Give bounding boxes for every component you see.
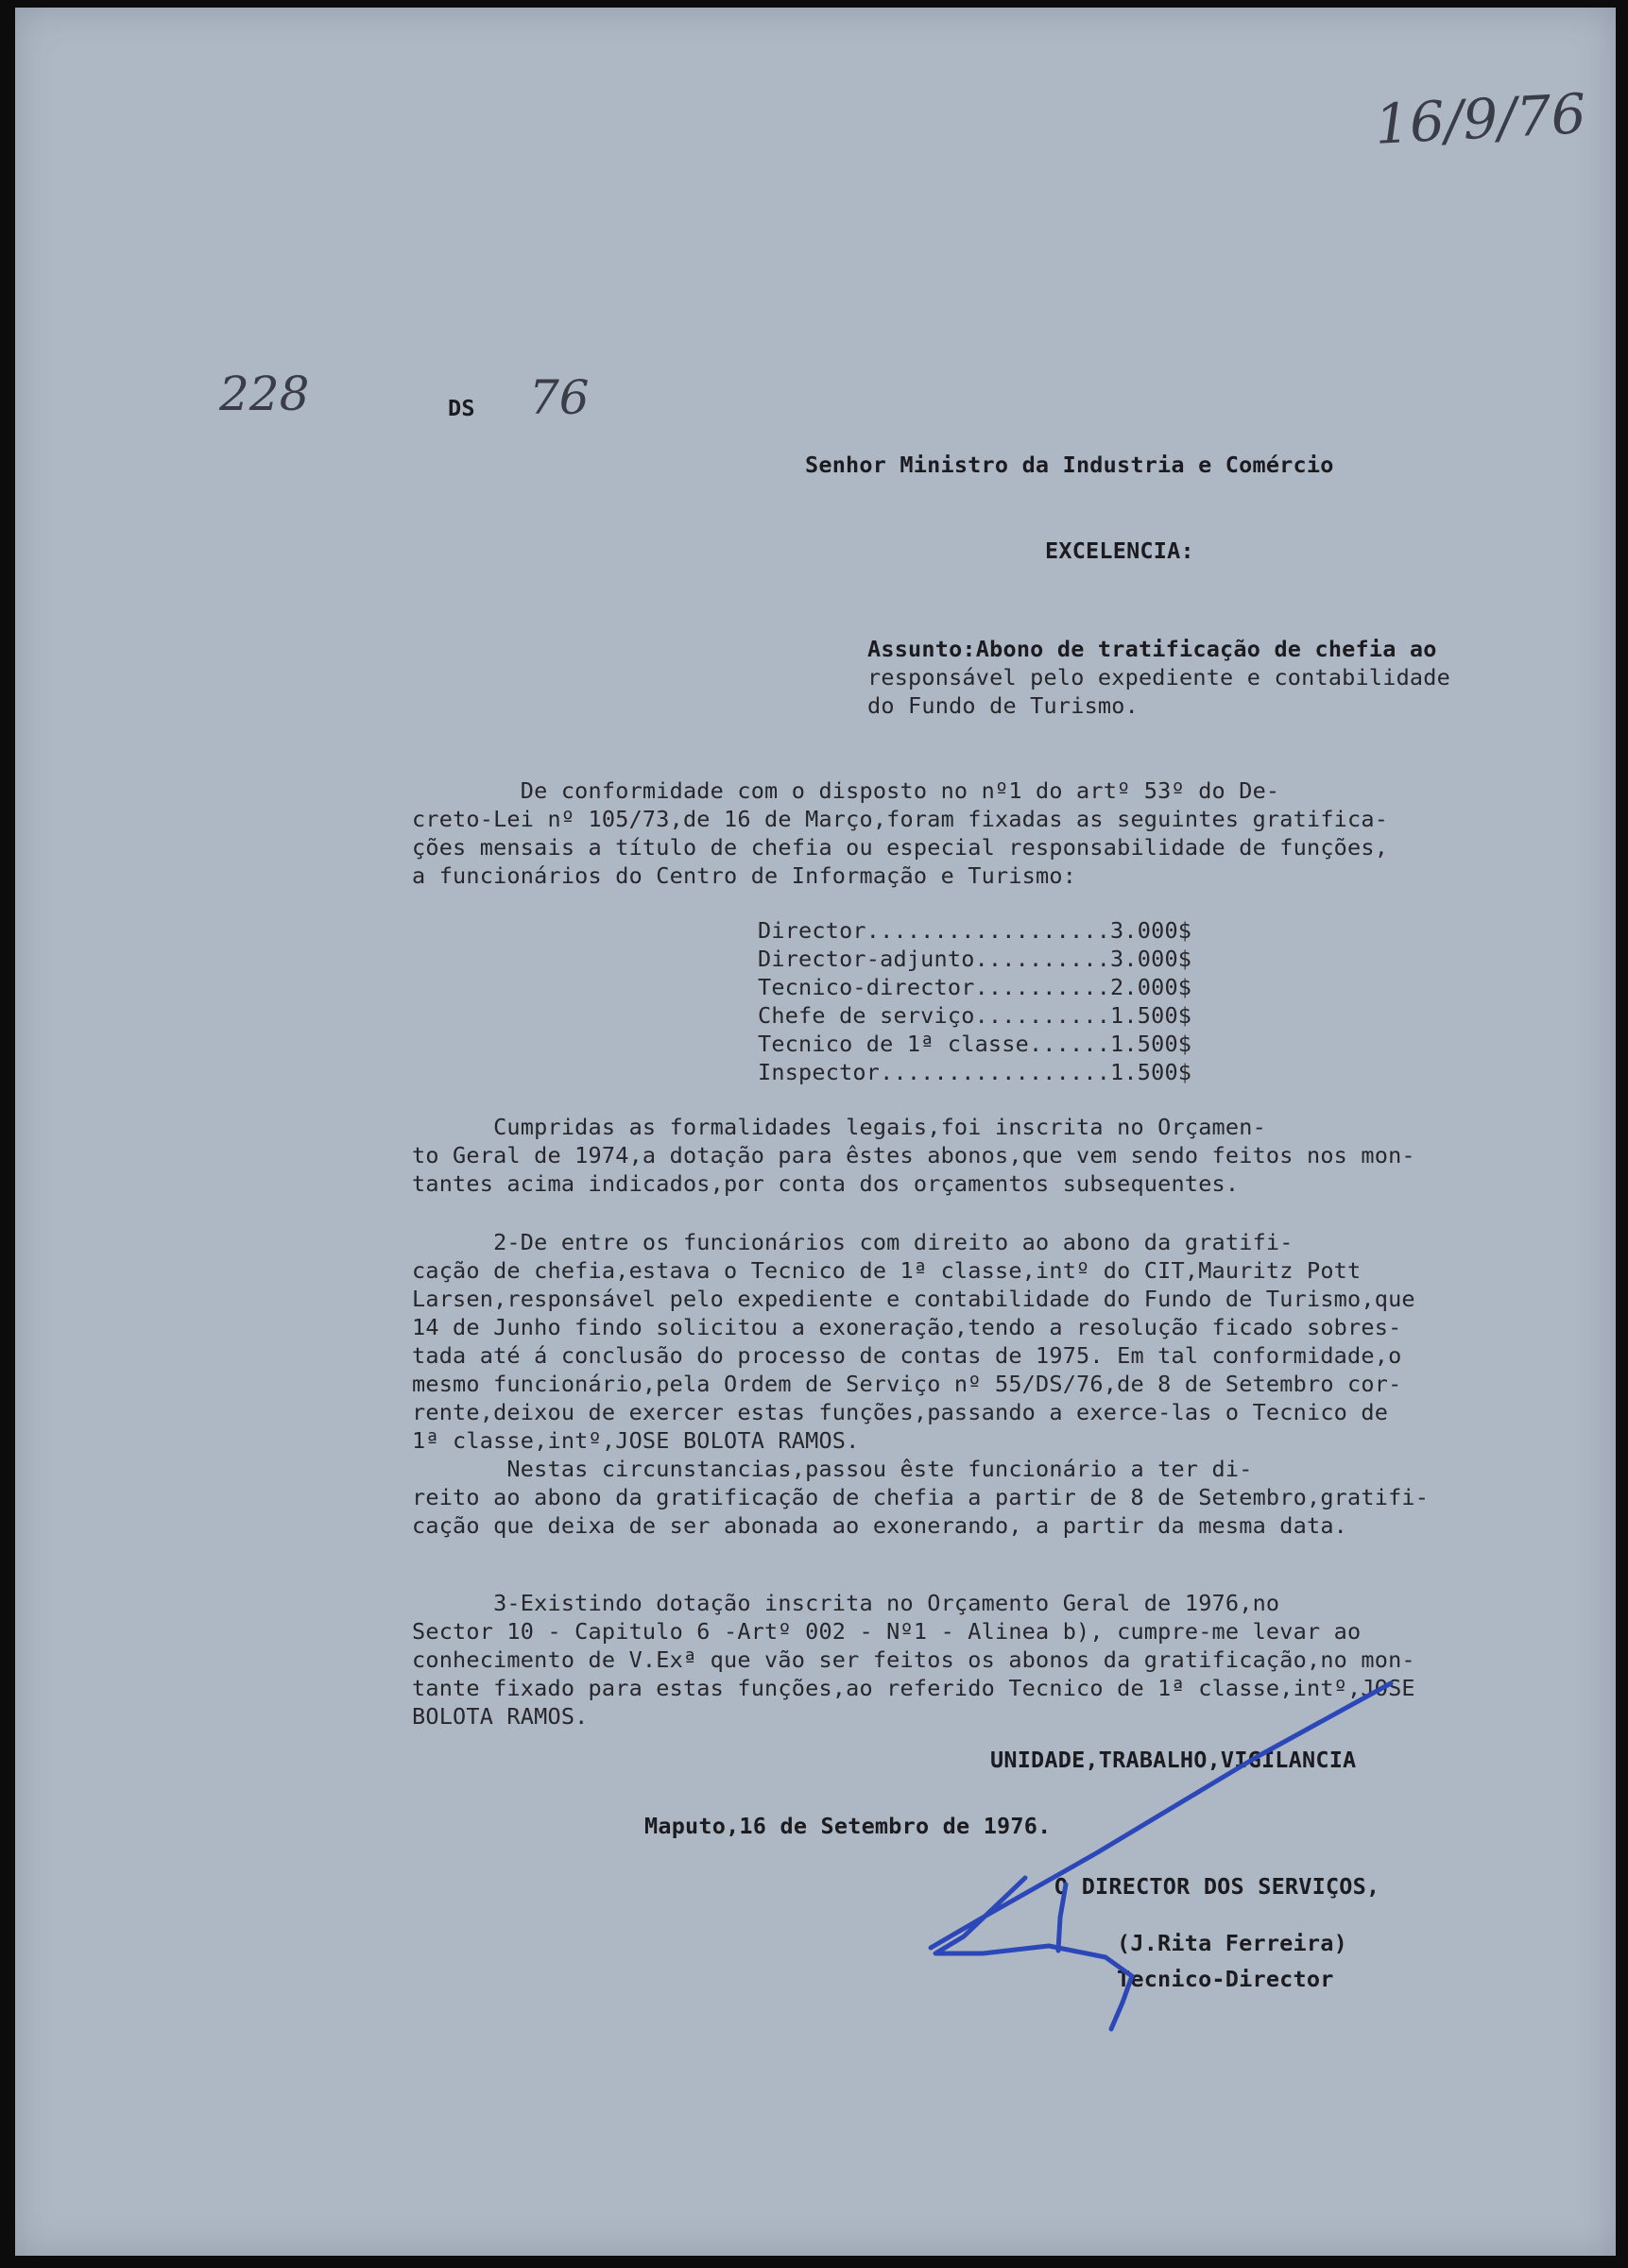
subject-line: do Fundo de Turismo.: [867, 692, 1139, 719]
body-line: tada até á conclusão do processo de contas de 1975. Em tal conformidade,o: [412, 1342, 1402, 1369]
place-date: Maputo,16 de Setembro de 1976.: [644, 1813, 1052, 1839]
salary-row: Director..................3.000$: [758, 917, 1192, 944]
motto: UNIDADE,TRABALHO,VIGILANCIA: [990, 1747, 1357, 1773]
body-line: De conformidade com o disposto no nº1 do artº 53º do De-: [412, 777, 1280, 804]
handwritten-ds-number: 76: [529, 370, 590, 425]
ds-label: DS: [448, 395, 475, 421]
body-line: mesmo funcionário,pela Ordem de Serviço nº 55/DS/76,de 8 de Setembro cor-: [412, 1371, 1402, 1397]
handwritten-number: 228: [219, 367, 310, 421]
body-line: Nestas circunstancias,passou êste funcionário a ter di-: [412, 1456, 1253, 1482]
body-line: a funcionários do Centro de Informação e Turismo:: [412, 862, 1077, 889]
body-line: to Geral de 1974,a dotação para êstes abonos,que vem sendo feitos nos mon-: [412, 1142, 1415, 1168]
body-line: 1ª classe,intº,JOSE BOLOTA RAMOS.: [412, 1427, 860, 1454]
body-line: 2-De entre os funcionários com direito ao abono da gratifi-: [412, 1229, 1294, 1255]
signatory-name: (J.Rita Ferreira): [1117, 1930, 1347, 1956]
subject-line: Assunto:Abono de tratificação de chefia ao: [867, 636, 1437, 662]
salary-row: Chefe de serviço..........1.500$: [758, 1002, 1192, 1029]
addressee: Senhor Ministro da Industria e Comércio: [805, 452, 1334, 478]
body-line: BOLOTA RAMOS.: [412, 1703, 589, 1730]
body-line: creto-Lei nº 105/73,de 16 de Março,foram fixadas as seguintes gratifica-: [412, 806, 1389, 832]
body-line: Larsen,responsável pelo expediente e contabilidade do Fundo de Turismo,que: [412, 1286, 1415, 1312]
subject-line: responsável pelo expediente e contabilidade: [867, 664, 1450, 691]
body-line: ções mensais a título de chefia ou especial responsabilidade de funções,: [412, 834, 1389, 861]
body-line: conhecimento de V.Exª que vão ser feitos os abonos da gratificação,no mon-: [412, 1646, 1415, 1673]
signatory-title: O DIRECTOR DOS SERVIÇOS,: [1054, 1873, 1380, 1900]
body-line: tante fixado para estas funções,ao referido Tecnico de 1ª classe,intº,JOSE: [412, 1675, 1415, 1701]
body-line: reito ao abono da gratificação de chefia a partir de 8 de Setembro,gratifi-: [412, 1484, 1430, 1510]
body-line: tantes acima indicados,por conta dos orçamentos subsequentes.: [412, 1170, 1240, 1197]
salary-row: Director-adjunto..........3.000$: [758, 946, 1192, 972]
salary-row: Tecnico de 1ª classe......1.500$: [758, 1031, 1192, 1057]
body-line: 14 de Junho findo solicitou a exoneração,tendo a resolução ficado sobres-: [412, 1314, 1402, 1340]
signatory-role: Tecnico-Director: [1117, 1966, 1334, 1992]
body-line: cação de chefia,estava o Tecnico de 1ª classe,intº do CIT,Mauritz Pott: [412, 1257, 1362, 1284]
salutation: EXCELENCIA:: [1045, 537, 1194, 564]
salary-row: Tecnico-director..........2.000$: [758, 974, 1192, 1000]
body-line: cação que deixa de ser abonada ao exonerando, a partir da mesma data.: [412, 1512, 1348, 1539]
salary-row: Inspector.................1.500$: [758, 1059, 1192, 1085]
body-line: 3-Existindo dotação inscrita no Orçamento Geral de 1976,no: [412, 1590, 1280, 1616]
body-line: Cumpridas as formalidades legais,foi inscrita no Orçamen-: [412, 1114, 1266, 1140]
handwritten-date: 16/9/76: [1373, 81, 1588, 157]
body-line: Sector 10 - Capitulo 6 -Artº 002 - Nº1 - Alinea b), cumpre-me levar ao: [412, 1618, 1362, 1645]
body-line: rente,deixou de exercer estas funções,passando a exerce-las o Tecnico de: [412, 1399, 1389, 1425]
